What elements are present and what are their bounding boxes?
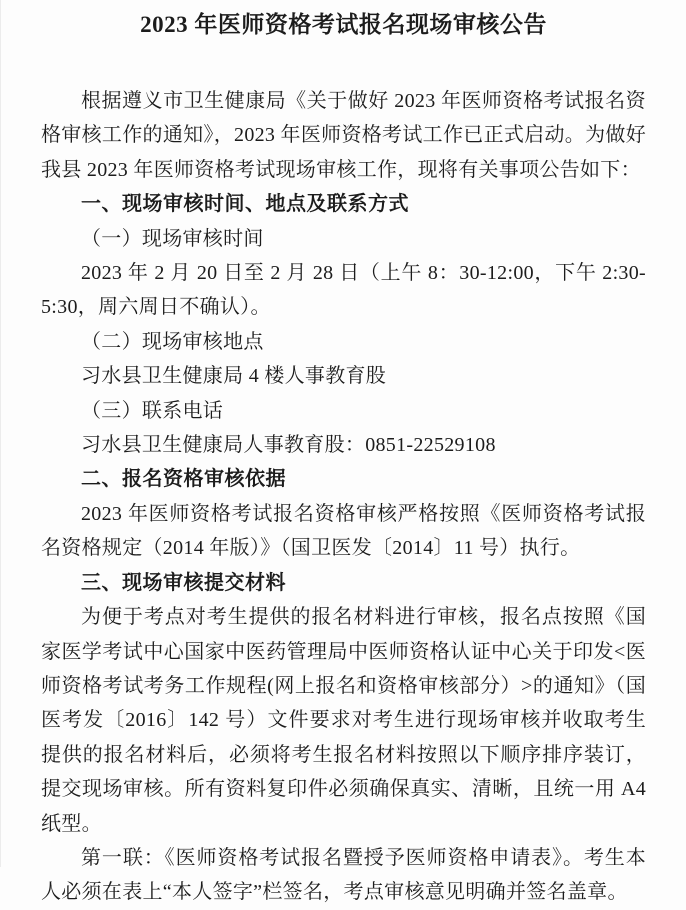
paragraph-contact-phone: 习水县卫生健康局人事教育股：0851-22529108 [81,434,496,457]
paragraph-materials: 为便于考点对考生提供的报名材料进行审核，报名点按照《国家医学考试中心国家中医药管理局中医师资格认证中心关于印发<医师资格考试考务工作规程(网上报名和资格审核部分）>的通知》（国医考发〔2016〕142 号）文件要求对考生进行现场审核并收取考生提供的报名材料后，必须将考生报名材料按照以下顺序排序装订，提交现场审核。所有资料复印件必须确保真实、清晰，且统一用 A4 纸型。 [41,606,646,835]
subheading-review-location: （二）现场审核地点 [81,330,264,353]
section-heading-3: 三、现场审核提交材料 [81,571,286,594]
paragraph-first-form: 第一联：《医师资格考试报名暨授予医师资格申请表》。考生本人必须在表上“本人签字”栏签名，考点审核意见明确并签名盖章。 [41,846,646,904]
document-body [41,84,646,910]
section-heading-2: 二、报名资格审核依据 [81,468,286,491]
paragraph-review-basis: 2023 年医师资格考试报名资格审核严格按照《医师资格考试报名资格规定（2014 年版）》（国卫医发〔2014〕11 号）执行。 [41,502,646,560]
paragraph-intro: 根据遵义市卫生健康局《关于做好 2023 年医师资格考试报名资格审核工作的通知》，2023 年医师资格考试工作已正式启动。为做好我县 2023 年医师资格考试现场审核工作，现将有关事项公告如下： [41,90,646,181]
document-title: 2023 年医师资格考试报名现场审核公告 [140,12,547,37]
subheading-review-time: （一）现场审核时间 [81,227,264,250]
paragraph-review-time: 2023 年 2 月 20 日至 2 月 28 日（上午 8：30-12:00，下午 2:30-5:30，周六周日不确认）。 [41,262,646,319]
subheading-contact-phone: （三）联系电话 [81,399,224,422]
paragraph-review-location: 习水县卫生健康局 4 楼人事教育股 [81,365,387,388]
section-heading-1: 一、现场审核时间、地点及联系方式 [81,193,409,216]
